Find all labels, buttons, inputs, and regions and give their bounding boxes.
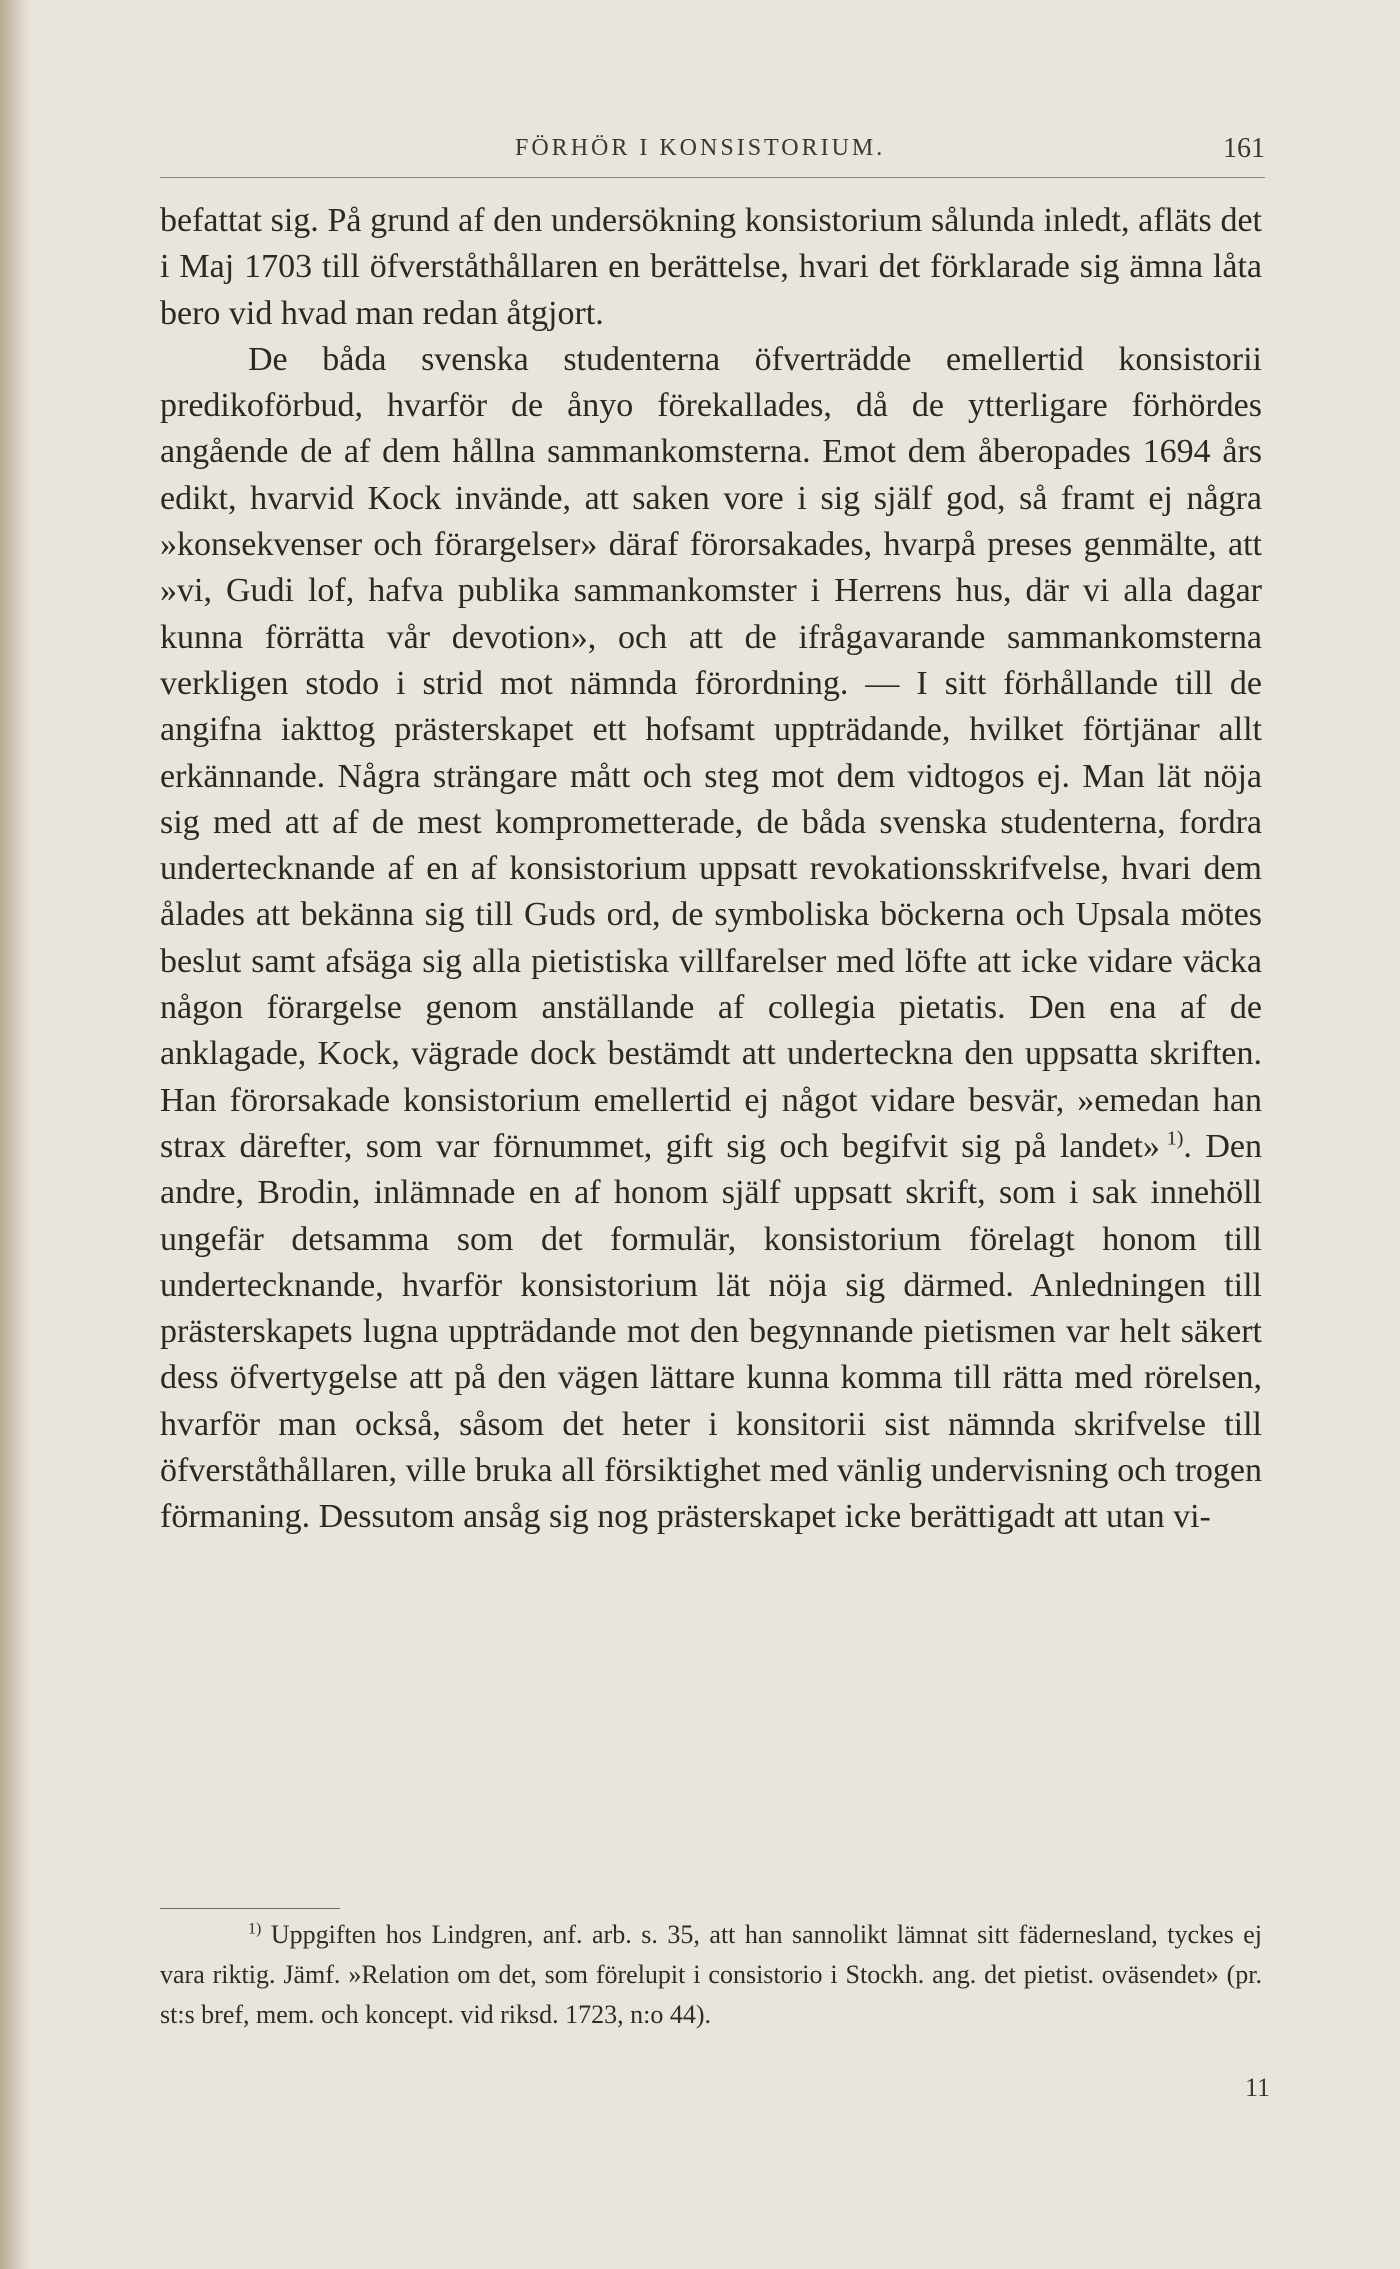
header-title: FÖRHÖR I KONSISTORIUM. [515,135,886,161]
paragraph-2-continued: Den andre, Brodin, inlämnade en af honom själf uppsatt skrift, som i sak innehöll ungefär detsamma som det formulär, konsistorium förelagt honom till undertecknande, hvarför konsistorium lät nöja sig därmed. Anledningen till prästerskapets lugna uppträdande mot den begynnande pietismen var helt säkert dess öfvertygelse att på den vägen lättare kunna komma till rätta med rörelsen, hvarför man också, såsom det heter i konsitorii sist nämnda skrifvelse till öfverståthållaren, ville bruka all försiktighet med vänlig undervisning och trogen förmaning. Dessutom ansåg sig nog prästerskapet icke berättigadt att utan vi- [160,1127,1262,1536]
footnote-marker: 1) [248,1920,262,1938]
paragraph-2-text: De båda svenska studenterna öfverträdde emellertid konsistorii predikoförbud, hvarför de ånyo förekallades, då de ytterligare förhördes angående de af dem hållna sammankomsterna. Emot dem åberopades 1694 års edikt, hvarvid Kock invände, att saken vore i sig själf god, så framt ej några »konsekvenser och förargelser» däraf förorsakades, hvarpå preses genmälte, att »vi, Gudi lof, hafva publika sammankomster i Herrens hus, där vi alla dagar kunna förrätta vår devotion», och att de ifrågavarande sammankomsterna verkligen stodo i strid mot nämnda förordning. — I sitt förhållande till de angifna iakttog prästerskapet ett hofsamt uppträdande, hvilket förtjänar allt erkännande. Några strängare mått och steg mot dem vidtogos ej. Man lät nöja sig med att af de mest komprometterade, de båda svenska studenterna, fordra undertecknande af en af konsistorium uppsatt revokationsskrifvelse, hvari dem ålades att bekänna sig till Guds ord, de symboliska böckerna och Upsala mötes beslut samt afsäga sig alla pietistiska villfarelser med löfte att icke vidare väcka någon förargelse genom anställande af collegia pietatis. Den ena af de anklagade, Kock, vägrade dock bestämdt att underteckna den uppsatta skriften. Han förorsakade konsistorium emellertid ej något vidare besvär, »emedan han strax därefter, som var förnummet, gift sig och begifvit sig på landet» [160,340,1262,1165]
paragraph-1: befattat sig. På grund af den undersökning konsistorium sålunda inledt, afläts det i Maj 1703 till öfverståthållaren en berättelse, hvari det förklarade sig ämna låta bero vid hvad man redan åtgjort. [160,202,1262,332]
paragraph-2 [160,337,1262,1541]
footnote-reference: 1) [1166,1127,1184,1150]
running-header [160,133,1265,178]
paragraph-2-end: . [1183,1127,1192,1165]
printer-signature-mark: 11 [1244,2073,1270,2102]
footnote-divider [160,1908,340,1909]
page-number: 161 [1223,133,1265,164]
footnote-text: Uppgiften hos Lindgren, anf. arb. s. 35, att han sannolikt lämnat sitt fädernesland, tyckes ej vara riktig. Jämf. »Relation om det, som förelupit i consistorio i Stockh. ang. det pietist. oväsendet» (pr. st:s bref, mem. och koncept. vid riksd. 1723, n:o 44). [160,1920,1262,2029]
footnote [160,1915,1262,2035]
page-binding-edge [0,0,30,2269]
body-text [160,198,1262,1541]
